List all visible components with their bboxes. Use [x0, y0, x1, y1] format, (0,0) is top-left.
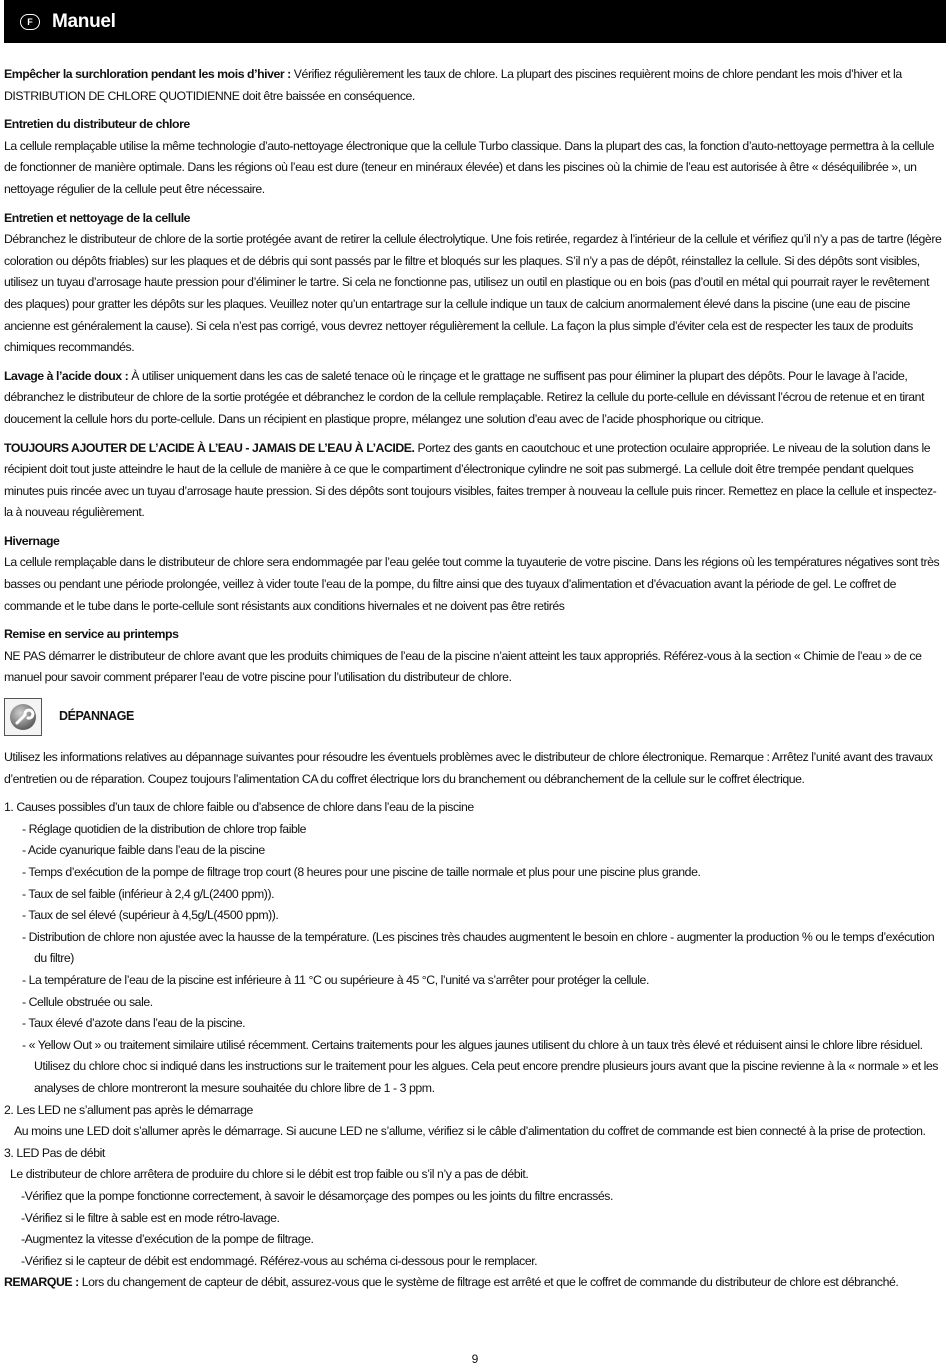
cause-list-item: - Acide cyanurique faible dans l’eau de la piscine	[22, 843, 265, 858]
wrench-icon	[4, 698, 42, 736]
paragraph-winterizing: La cellule remplaçable dans le distributeur de chlore sera endommagée par l’eau gelée tout comme la tuyauterie de votre piscine. Dans les régions où les températures négatives sont très basses ou pendant une période prolongée, veillez à vider toute l’eau de la pompe, du filtre ainsi que des tuyaux d’alimentation et d’évacuation avant la période de gel. Le coffret de commande et le tube dans le porte-cellule sont résistants aux conditions hivernales et ne doivent pas être retirés	[4, 555, 940, 613]
checks-list	[4, 1186, 942, 1272]
troubleshooting-header	[4, 697, 942, 737]
check-list-item: -Vérifiez si le filtre à sable est en mode rétro-lavage.	[21, 1210, 280, 1225]
check-list-item: -Vérifiez que la pompe fonctionne correctement, à savoir le désamorçage des pompes ou les joints du filtre encrassés.	[21, 1188, 613, 1203]
header-title: Manuel	[52, 10, 116, 32]
paragraph-cell-cleaning: Débranchez le distributeur de chlore de la sortie protégée avant de retirer la cellule électrolytique. Une fois retirée, regardez à l’intérieur de la cellule et vérifiez qu’il n’y a pas de tartre (légère coloration ou dépôts friables) sur les plaques et de débris qui sont passés par le filtre et bloqués sur les plaques. S’il n’y a pas de dépôt, réinstallez la cellule. Si des dépôts sont visibles, utilisez un tuyau d’arrosage haute pression pour d’éliminer le tartre. Si cela ne fonctionne pas, utilisez un outil en plastique ou en bois (pas d’outil en métal qui pourrait rayer le revêtement des plaques) pour gratter les dépôts sur les plaques. Veuillez noter qu’un entartrage sur la cellule indique un taux de calcium anormalement élevé dans la piscine (une eau de piscine ancienne est généralement la cause). Si cela n’est pas corrigé, vous devrez nettoyer régulièrement la cellule. La façon la plus simple d’éviter cela est de respecter les taux de produits chimiques recommandés.	[4, 232, 942, 355]
section-heading: Entretien et nettoyage de la cellule	[4, 210, 191, 225]
language-badge: F	[20, 14, 40, 30]
trouble-item-text: Au moins une LED doit s’allumer après le démarrage. Si aucune LED ne s’allume, vérifiez si le câble d’alimentation du coffret de commande est bien connecté à la prise de protection.	[14, 1124, 926, 1139]
cause-list-item: - Taux élevé d’azote dans l’eau de la piscine.	[22, 1016, 246, 1031]
paragraph-lead: Empêcher la surchloration pendant les mois d’hiver :	[4, 67, 291, 81]
trouble-item-text: Le distributeur de chlore arrêtera de produire du chlore si le débit est trop faible ou s’il n’y a pas de débit.	[10, 1167, 529, 1182]
cause-list-item: - « Yellow Out » ou traitement similaire utilisé récemment. Certains traitements pour les algues jaunes utilisent du chlore à un taux très élevé et réduisent ainsi le chlore libre résiduel. Utilisez du chlore choc si indiqué dans les instructions sur le traitement pour les algues. Cela peut encore prendre plusieurs jours avant que la piscine revienne à la « normale » et les analyses de chlore montreront la mesure souhaitée du chlore libre de 1 - 3 ppm.	[22, 1037, 939, 1095]
note-text: Lors du changement de capteur de débit, assurez-vous que le système de filtrage est arrêté et que le coffret de commande du distributeur de chlore est débranché.	[78, 1275, 899, 1290]
check-list-item: -Augmentez la vitesse d’exécution de la pompe de filtrage.	[21, 1232, 314, 1247]
troubleshooting-intro: Utilisez les informations relatives au dépannage suivantes pour résoudre les éventuels problèmes avec le distributeur de chlore électronique. Remarque : Arrêtez l’unité avant des travaux d’entretien ou de réparation. Coupez toujours l’alimentation CA du coffret électrique lors du branchement ou débranchement de la cellule sur le coffret électrique.	[4, 750, 933, 786]
paragraph-spring-startup: NE PAS démarrer le distributeur de chlore avant que les produits chimiques de l’eau de la piscine n’aient atteint les taux appropriés. Référez-vous à la section « Chimie de l’eau » de ce manuel pour savoir comment préparer l’eau de votre piscine pour l’utilisation du distributeur de chlore.	[4, 648, 922, 685]
paragraph-acid-warning	[4, 438, 942, 524]
troubleshooting-title: DÉPANNAGE	[59, 709, 134, 724]
cause-list-item: - Taux de sel élevé (supérieur à 4,5g/L(4500 ppm)).	[22, 908, 279, 923]
paragraph-text: À utiliser uniquement dans les cas de saleté tenace où le rinçage et le grattage ne suffisent pas pour éliminer la plupart des dépôts. Pour le lavage à l’acide, débranchez le distributeur de chlore de la sortie protégée et débranchez le cordon de la cellule remplaçable. Retirez la cellule du porte-cellule en dévissant l’écrou de retenue et en tirant doucement la cellule hors du porte-cellule. Dans un récipient en plastique propre, mélangez une solution d’eau avec de l’acide phosphorique ou citrique.	[4, 368, 925, 426]
paragraph-lead: Lavage à l’acide doux :	[4, 368, 129, 383]
trouble-item-title: 3. LED Pas de débit	[4, 1145, 105, 1160]
paragraph-text: Portez des gants en caoutchouc et une protection oculaire appropriée. Le niveau de la solution dans le récipient doit tout juste atteindre le haut de la cellule de manière à ce que le compartiment d’électronique cylindre ne soit pas submergé. La cellule doit être trempée pendant quelques minutes puis rincée avec un tuyau d’arrosage haute pression. Si des dépôts sont toujours visibles, faites tremper à nouveau la cellule puis rincer. Remettez en place la cellule et inspectez-la à nouveau régulièrement.	[4, 440, 937, 520]
cause-list-item: - Distribution de chlore non ajustée avec la hausse de la température. (Les piscines très chaudes augmentent le besoin en chlore - augmenter la production % ou le temps d’exécution du filtre)	[22, 929, 935, 966]
causes-list	[4, 819, 942, 1100]
cause-list-item: - Temps d’exécution de la pompe de filtrage trop court (8 heures pour une piscine de taille normale et plus pour une piscine plus grande.	[22, 865, 701, 879]
trouble-item-title: 1. Causes possibles d’un taux de chlore faible ou d’absence de chlore dans l’eau de la piscine	[4, 800, 474, 815]
cause-list-item: - Réglage quotidien de la distribution de chlore trop faible	[22, 821, 307, 836]
cause-list-item: - Taux de sel faible (inférieur à 2,4 g/L(2400 ppm)).	[22, 886, 275, 901]
note-paragraph	[4, 1272, 942, 1294]
paragraph-winter-overchlorination	[4, 64, 942, 107]
section-heading: Hivernage	[4, 533, 60, 548]
manual-content	[4, 64, 942, 1294]
cause-list-item: - La température de l’eau de la piscine est inférieure à 11 °C ou supérieure à 45 °C, l’unité va s’arrêter pour protéger la cellule.	[22, 972, 649, 987]
paragraph-distributor-maintenance: La cellule remplaçable utilise la même technologie d’auto-nettoyage électronique que la cellule Turbo classique. Dans la plupart des cas, la fonction d’auto-nettoyage permettra à la cellule de fonctionner de manière optimale. Dans les régions où l’eau est dure (teneur en minéraux élevée) et dans les piscines où la chimie de l’eau est autorisée à être « déséquilibrée », un nettoyage régulier de la cellule peut être nécessaire.	[4, 138, 935, 196]
check-list-item: -Vérifiez si le capteur de débit est endommagé. Référez-vous au schéma ci-dessous pour le remplacer.	[21, 1253, 538, 1268]
note-label: REMARQUE :	[4, 1275, 79, 1290]
page-number: 9	[471, 1352, 479, 1366]
paragraph-acid-wash	[4, 366, 942, 431]
page-header	[4, 0, 946, 43]
section-heading: Remise en service au printemps	[4, 627, 179, 642]
paragraph-lead: TOUJOURS AJOUTER DE L’ACIDE À L’EAU - JAMAIS DE L’EAU À L’ACIDE.	[4, 440, 415, 455]
cause-list-item: - Cellule obstruée ou sale.	[22, 994, 153, 1009]
trouble-item-title: 2. Les LED ne s’allument pas après le démarrage	[4, 1102, 253, 1117]
paragraph-text: Vérifiez régulièrement les taux de chlore. La plupart des piscines requièrent moins de chlore pendant les mois d’hiver et la DISTRIBUTION DE CHLORE QUOTIDIENNE doit être baissée en conséquence.	[4, 67, 902, 103]
section-heading: Entretien du distributeur de chlore	[4, 117, 190, 132]
